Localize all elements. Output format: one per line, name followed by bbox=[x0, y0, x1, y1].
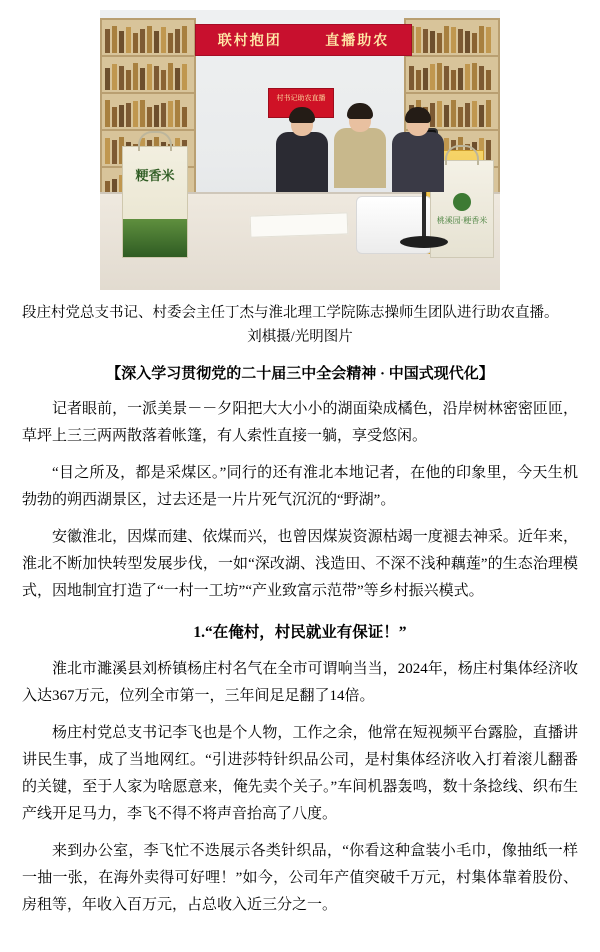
bag-band bbox=[123, 219, 187, 257]
banner-text-left: 联村抱团 bbox=[217, 33, 282, 49]
bag-handle-icon bbox=[445, 145, 479, 165]
tripod-base bbox=[400, 236, 448, 248]
person-center bbox=[334, 108, 386, 188]
paragraph: 记者眼前，一派美景－－夕阳把大大小小的湖面染成橘色，沿岸树林密密匝匝，草坪上三三两两散落着帐篷，有人索性直接一躺，享受悠闲。 bbox=[22, 401, 578, 444]
paragraph: 淮北市濉溪县刘桥镇杨庄村名气在全市可谓响当当，2024年，杨庄村集体经济收入达367万元，位列全市第一，三年间足足翻了14倍。 bbox=[22, 661, 578, 704]
person-body bbox=[334, 128, 386, 188]
paragraph: 杨庄村党总支书记李飞也是个人物，工作之余，他常在短视频平台露脸，直播讲讲民生事，成了当地网红。“引进莎特针织品公司，是村集体经济收入打着滚儿翻番的关键，至于人家为啥愿意来，俺先卖个关子。”车间机器轰鸣，数十条捻线、织布生产线开足马力，李飞不得不将声音抬高了八度。 bbox=[22, 725, 578, 822]
person-hair bbox=[347, 103, 373, 119]
person-hair bbox=[289, 107, 315, 123]
photo-credit: 刘棋摄/光明图片 bbox=[247, 329, 353, 345]
red-banner bbox=[195, 24, 412, 56]
person-head bbox=[291, 112, 313, 136]
paragraph: 来到办公室，李飞忙不迭展示各类针织品，“你看这种盒装小毛巾，像抽纸一样一抽一张，在海外卖得可好哩！”如今，公司年产值突破千万元，村集体靠着股份、房租等，年收入百万元，占总收入近三分之一。 bbox=[22, 843, 578, 913]
documents-on-table bbox=[250, 212, 349, 237]
section-title: 【深入学习贯彻党的二十届三中全会精神 · 中国式现代化】 bbox=[106, 366, 494, 382]
livestream-photo bbox=[100, 10, 500, 290]
person-hair bbox=[405, 107, 431, 123]
paragraph: 安徽淮北，因煤而建、依煤而兴，也曾因煤炭资源枯竭一度褪去神采。近年来，淮北不断加快转型发展步伐，一如“深改湖、浅造田、不深不浅种藕莲”的生态治理模式，因地制宜打造了“一村一工坊”“产业致富示范带”等乡村振兴模式。 bbox=[22, 529, 578, 599]
kraft-bag-label: 桃溪园·粳香米 bbox=[436, 216, 488, 225]
bag-handle-icon bbox=[138, 131, 172, 151]
photo-caption: 段庄村党总支书记、村委会主任丁杰与淮北理工学院陈志操师生团队进行助农直播。 bbox=[22, 305, 559, 321]
person-right bbox=[392, 112, 444, 192]
person-body bbox=[392, 132, 444, 192]
paragraph: “目之所及，都是采煤区。”同行的还有淮北本地记者，在他的印象里，今天生机勃勃的朔西湖景区，过去还是一片片死气沉沉的“野湖”。 bbox=[22, 465, 578, 508]
article-photo-container bbox=[100, 10, 500, 290]
article-page bbox=[0, 10, 600, 952]
person-head bbox=[407, 112, 429, 136]
banner-text-right: 直播助农 bbox=[325, 33, 390, 49]
rice-bag-label: 粳香米 bbox=[135, 169, 175, 184]
person-left bbox=[276, 112, 328, 192]
person-body bbox=[276, 132, 328, 192]
subsection-heading: 1.“在俺村，村民就业有保证！” bbox=[193, 624, 407, 641]
livestream-sign: 村书记助农直播 bbox=[268, 88, 334, 118]
rice-bag-green bbox=[122, 146, 188, 258]
brand-logo-icon bbox=[453, 193, 471, 211]
person-head bbox=[349, 108, 371, 132]
